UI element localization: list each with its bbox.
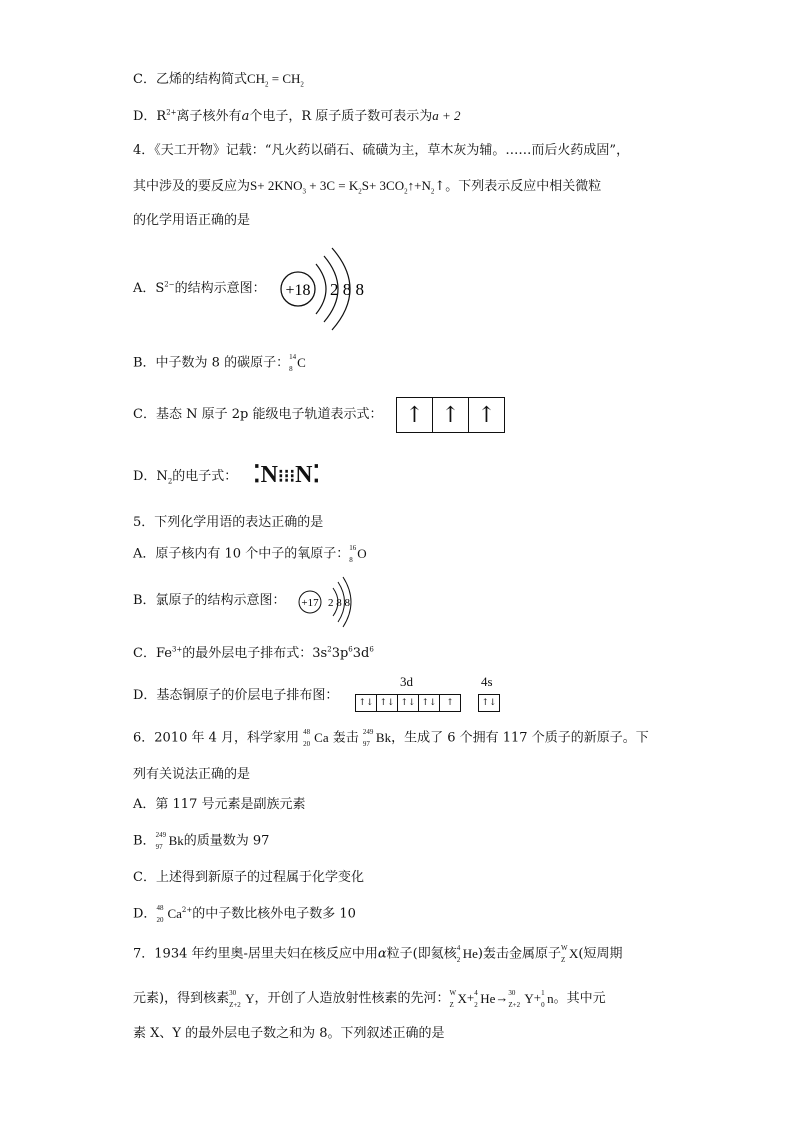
q7-nuclear-equation: W Z X+ 4 2 He→ 30 Z+2 Y+ 1 0 n [449,989,554,1010]
label-3d: 3d [400,674,413,689]
q4d-text: D．N [133,469,168,484]
q3-option-d [133,107,461,126]
x-isotope: W Z X [561,944,579,964]
n2-electron-formula [253,460,320,491]
s2-ion-structure-diagram [278,246,388,332]
q6d-prefix: D． [133,906,157,922]
q5-stem: 5．下列化学用语的表达正确的是 [133,515,324,530]
q7-l2a: 元素)，得到核素 [133,991,230,1006]
oxygen-16-isotope: 16 8 O [349,544,367,564]
q4-stem-line2 [133,177,601,196]
q4-reaction-equation: $S+ 2KNO_3 + 3C = K_2S+$ $3CO_2↑+N_2$ [250,178,435,196]
orbital-box: ↑ [469,397,505,433]
q4-l2a: 其中涉及的要反应为 [133,179,251,194]
q6-l1b: 轰击 [332,730,359,746]
q5c-text: C．Fe [133,646,172,661]
q7-alpha: α [377,946,387,962]
q7-l1c: )轰击金属原子 [477,946,561,962]
q5a-text: A．原子核内有 10 个中子的氧原子： [133,546,350,562]
bk-249-isotope: 249 97 Bk [155,831,184,851]
q4-option-d [133,468,237,486]
ca-ion-isotope: 48 20 Ca [156,904,182,924]
orbital-box: ↑↓ [355,694,377,712]
q5c-e5: 6 [369,645,374,654]
q4c-text: C．基态 N 原子 2p 能级电子轨道表示式： [133,407,383,422]
q6d-text: 的中子数比核外电子数多 10 [192,906,356,922]
q7-stem-line3: 素 X、Y 的最外层电子数之和为 8。下列叙述正确的是 [133,1026,445,1041]
q5d-text: D．基态铜原子的价层电子排布图： [133,688,339,703]
q6b-text: 的质量数为 97 [183,833,270,849]
q3d-mid: 离子核外有 [176,109,242,124]
ethylene-formula: $CH_2 = CH_2$ [246,71,304,89]
orbital-box: ↑↓ [419,694,440,712]
q3d-prefix: D．R [133,109,167,124]
q4-l2e: ↑。下列表示反应中相关微粒 [434,179,602,194]
q6d-charge: 2+ [181,906,193,915]
q4-option-a [133,280,266,298]
shell-arc-1 [316,264,326,314]
q6-option-d [133,905,356,924]
orbital-box: ↑↓ [398,694,419,712]
nucleus-charge: +18 [285,282,311,299]
q6-stem-line2: 列有关说法正确的是 [133,767,251,782]
q3c-text: C．乙烯的结构简式 [133,72,247,87]
orbital-box: ↑↓ [478,694,500,712]
q7-l2b: ，开创了人造放射性核素的先河： [254,991,450,1006]
q3-option-c [133,70,304,89]
ca-48-isotope: 48 20 Ca [303,728,329,748]
q6b-prefix: B． [133,833,156,849]
nucleus-charge: +17 [301,597,319,609]
q4d-sub: 2 [167,477,173,486]
q5c-text2: 的最外层电子排布式：3s [182,646,328,661]
carbon-14-isotope: 14 8 C [289,353,306,373]
q6-l1c: ，生成了 6 个拥有 117 个质子的新原子。下 [391,730,649,746]
q3d-expr: a + 2 [432,108,461,123]
q4-stem-line1: 4．《天工开物》记载：“凡火药以硝石、硫磺为主，草木灰为辅。……而后火药成固”， [133,143,630,158]
q4-stem-line3: 的化学用语正确的是 [133,213,251,228]
q4-option-b [133,354,306,373]
triple-bond-dots: ⁝⁝⁝ [277,466,296,486]
q7-stem-line2 [133,989,606,1008]
q6-stem-line1 [133,729,649,748]
lone-pair-left: ⁚ [253,462,261,488]
chlorine-structure-diagram [296,574,366,628]
q6-option-b [133,832,269,851]
q3d-charge: 2+ [166,108,177,117]
q5c-e1: 2 [327,645,332,654]
lone-pair-right: ⁚ [312,462,321,488]
q7-l1a: 7．1934 年约里奥-居里夫妇在核反应中用 [133,946,378,962]
q5c-charge: 3+ [171,645,183,654]
q6-option-c: C．上述得到新原子的过程属于化学变化 [133,870,364,885]
cu-3d-orbital-boxes [355,694,461,712]
q3d-mid2: 个电子，R 原子质子数可表示为 [249,109,433,124]
n-2p-orbital-diagram [396,397,505,433]
q4d-text2: 的电子式： [172,469,238,484]
orbital-box: ↑↓ [377,694,398,712]
he-4-isotope: 4 2 He [456,944,478,964]
q5c-e2: 3p [331,646,349,661]
q5-option-d [133,687,338,705]
orbital-box: ↑ [440,694,461,712]
q4a-label: A．S [133,281,165,296]
q4-option-c [133,406,382,424]
q5c-e3: 6 [348,645,353,654]
q5b-text: B．氯原子的结构示意图： [133,593,286,608]
orbital-box: ↑ [433,397,469,433]
electron-shells: 2 8 8 [328,597,350,609]
electron-shells: 2 8 8 [330,280,364,299]
q5c-e4: 3d [352,646,370,661]
label-4s: 4s [481,674,493,689]
n-atom-left: N [260,462,278,488]
orbital-box: ↑ [396,397,433,433]
q4a-text: 的结构示意图： [174,281,266,296]
q5-option-b [133,592,286,610]
y-30-isotope: 30 Z+2 Y [229,988,255,1009]
q6-l1a: 6．2010 年 4 月，科学家用 [133,730,300,746]
q7-l2c: 。其中元 [553,991,606,1006]
q7-l1b: 粒子(即氦核 [386,946,457,962]
q6-option-a: A．第 117 号元素是副族元素 [133,797,306,812]
q7-l1d: (短周期 [578,946,623,962]
q5-option-c [133,645,374,663]
q4b-text: B．中子数为 8 的碳原子： [133,355,290,371]
q7-stem-line1 [133,945,622,964]
cu-4s-orbital-box [478,694,500,712]
q5-option-a [133,545,367,564]
bk-249-isotope: 249 97 Bk [362,728,392,748]
n-atom-right: N [295,462,313,488]
q3d-var: a [241,109,250,124]
q4a-charge: 2− [164,280,175,289]
